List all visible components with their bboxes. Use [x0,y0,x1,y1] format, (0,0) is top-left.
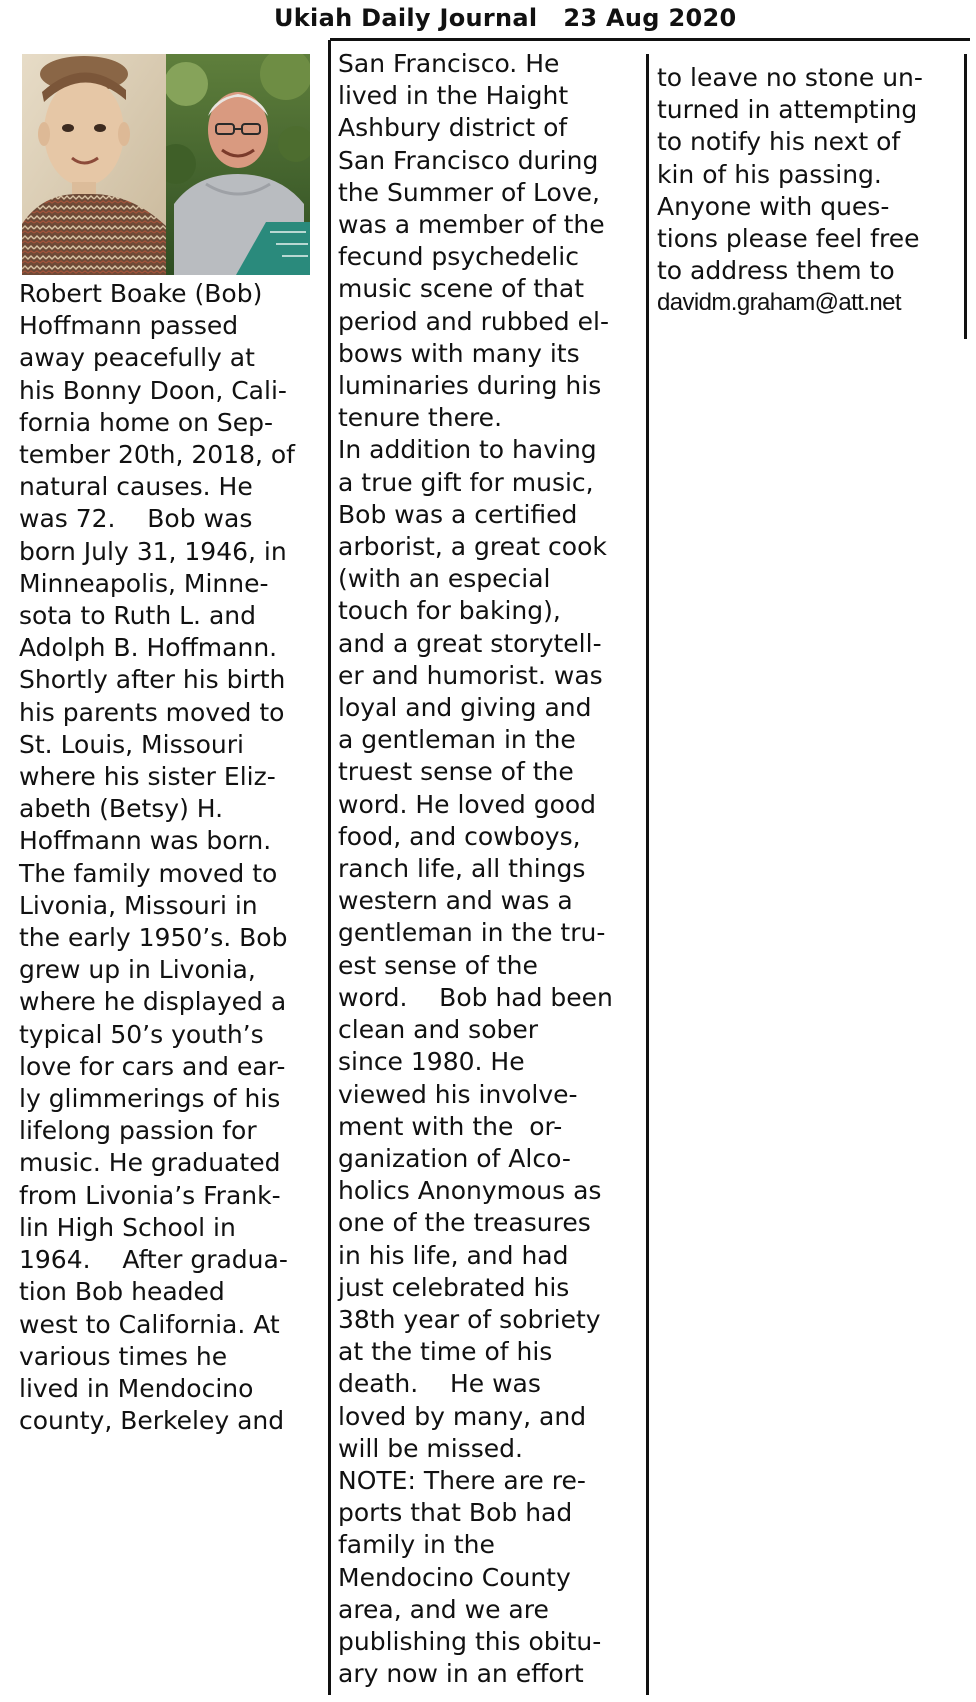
col3-line: to leave no stone un- [657,63,923,92]
col2-line: (with an especial [338,564,551,594]
col2-line: ary now in an effort [338,1659,584,1689]
column-3 [657,62,957,320]
photo-older-man [166,54,310,275]
col1-line: where his sister Eliz- [19,762,276,792]
column-2 [338,48,638,1690]
col1-line: Shortly after his birth [19,665,286,695]
col1-line: was 72. Bob was [19,504,253,534]
col1-line: Livonia, Missouri in [19,890,258,920]
col1-line: county, Berkeley and [19,1406,285,1436]
col1-line: lived in Mendocino [19,1373,254,1403]
col1-line: west to California. At [19,1309,280,1339]
col2-line: San Francisco. He [338,49,560,78]
column-1 [19,278,319,1437]
col2-line: western and was a [338,886,573,916]
col2-line: word. He loved good [338,789,597,819]
col2-line: gentleman in the tru- [338,918,606,948]
col1-line: fornia home on Sep- [19,407,274,437]
col1-line: the early 1950’s. Bob [19,923,288,953]
col1-line: his parents moved to [19,697,285,727]
column-divider-right [964,54,967,339]
col2-line: and a great storytell- [338,628,602,658]
col1-line: his Bonny Doon, Cali- [19,375,287,405]
col2-line: bows with many its [338,338,580,368]
col2-line: food, and cowboys, [338,821,581,851]
col3-line: turned in attempting [657,95,918,125]
col1-line: tion Bob headed [19,1277,225,1307]
col2-line: the Summer of Love, [338,177,600,207]
column-divider-left [328,40,331,1695]
col2-line: In addition to having [338,435,597,465]
col2-line: viewed his involve- [338,1079,578,1109]
col1-line: ly glimmerings of his [19,1084,281,1114]
col1-line: where he displayed a [19,987,287,1017]
col1-line: grew up in Livonia, [19,955,256,985]
col2-line: holics Anonymous as [338,1176,602,1206]
col1-line: lin High School in [19,1212,236,1242]
col1-line: Robert Boake (Bob) [19,279,263,308]
col1-line: Minneapolis, Minne- [19,568,269,598]
col1-line: music. He graduated [19,1148,281,1178]
col2-line: Mendocino County [338,1562,571,1592]
photo-young-boy-icon [22,54,166,275]
col2-line: tenure there. [338,403,503,433]
col2-line: ports that Bob had [338,1498,573,1528]
col1-line: lifelong passion for [19,1116,257,1146]
col3-line: kin of his passing. [657,159,882,189]
photo-older-man-icon [166,54,310,275]
col2-line: publishing this obitu- [338,1626,602,1656]
col1-line: away peacefully at [19,343,255,373]
col2-line: ganization of Alco- [338,1143,571,1173]
col2-line: ranch life, all things [338,854,586,884]
col2-line: clean and sober [338,1015,539,1045]
col2-line: period and rubbed el- [338,306,609,336]
col1-line: Adolph B. Hoffmann. [19,633,278,663]
col2-line: Ashbury district of [338,113,568,143]
col3-line: tions please feel free [657,224,920,254]
col1-line: love for cars and ear- [19,1051,286,1081]
col1-line: The family moved to [19,858,278,888]
col3-line: Anyone with ques- [657,191,890,221]
col2-line: Bob was a certified [338,499,578,529]
col1-line: various times he [19,1341,228,1371]
col2-line: loved by many, and [338,1401,587,1431]
col2-line: ment with the or- [338,1111,563,1141]
col1-line: sota to Ruth L. and [19,601,256,631]
col2-line: a gentleman in the [338,725,576,755]
col1-line: 1964. After gradua- [19,1245,288,1275]
col2-line: one of the treasures [338,1208,591,1238]
col3-line: to address them to [657,256,895,286]
col2-line: truest sense of the [338,757,574,787]
col1-line: tember 20th, 2018, of [19,440,295,470]
col2-line: just celebrated his [338,1272,570,1302]
col1-line: abeth (Betsy) H. [19,794,224,824]
col1-line: Hoffmann was born. [19,826,272,856]
col2-line: music scene of that [338,274,584,304]
col2-line: family in the [338,1530,495,1560]
col1-line: born July 31, 1946, in [19,536,287,566]
col1-line: Hoffmann passed [19,311,239,341]
col2-line: 38th year of sobriety [338,1304,601,1334]
col2-line: will be missed. [338,1433,523,1463]
column-divider-middle [646,54,649,1695]
col2-line: a true gift for music, [338,467,594,497]
col2-line: arborist, a great cook [338,532,607,562]
col2-line: San Francisco during [338,145,599,175]
masthead-title: Ukiah Daily Journal 23 Aug 2020 [274,4,737,32]
col1-line: typical 50’s youth’s [19,1019,264,1049]
col2-line: death. He was [338,1369,541,1399]
col2-line: area, and we are [338,1594,549,1624]
col1-line: from Livonia’s Frank- [19,1180,281,1210]
col2-line: lived in the Haight [338,81,569,111]
header-rule [330,38,970,41]
col2-line: loyal and giving and [338,693,592,723]
col2-line: NOTE: There are re- [338,1465,586,1495]
col2-line: at the time of his [338,1337,553,1367]
col2-line: word. Bob had been [338,982,613,1012]
col1-line: St. Louis, Missouri [19,729,244,759]
col3-line: to notify his next of [657,127,901,157]
col2-line: since 1980. He [338,1047,525,1077]
col2-line: luminaries during his [338,371,602,401]
contact-email: davidm.graham@att.net [657,289,901,317]
col2-line: touch for baking), [338,596,561,626]
col2-line: er and humorist. was [338,660,603,690]
col2-line: fecund psychedelic [338,242,579,272]
col2-line: est sense of the [338,950,538,980]
col2-line: was a member of the [338,210,605,240]
col2-line: in his life, and had [338,1240,569,1270]
photo-young-boy [22,54,166,275]
col1-line: natural causes. He [19,472,253,502]
